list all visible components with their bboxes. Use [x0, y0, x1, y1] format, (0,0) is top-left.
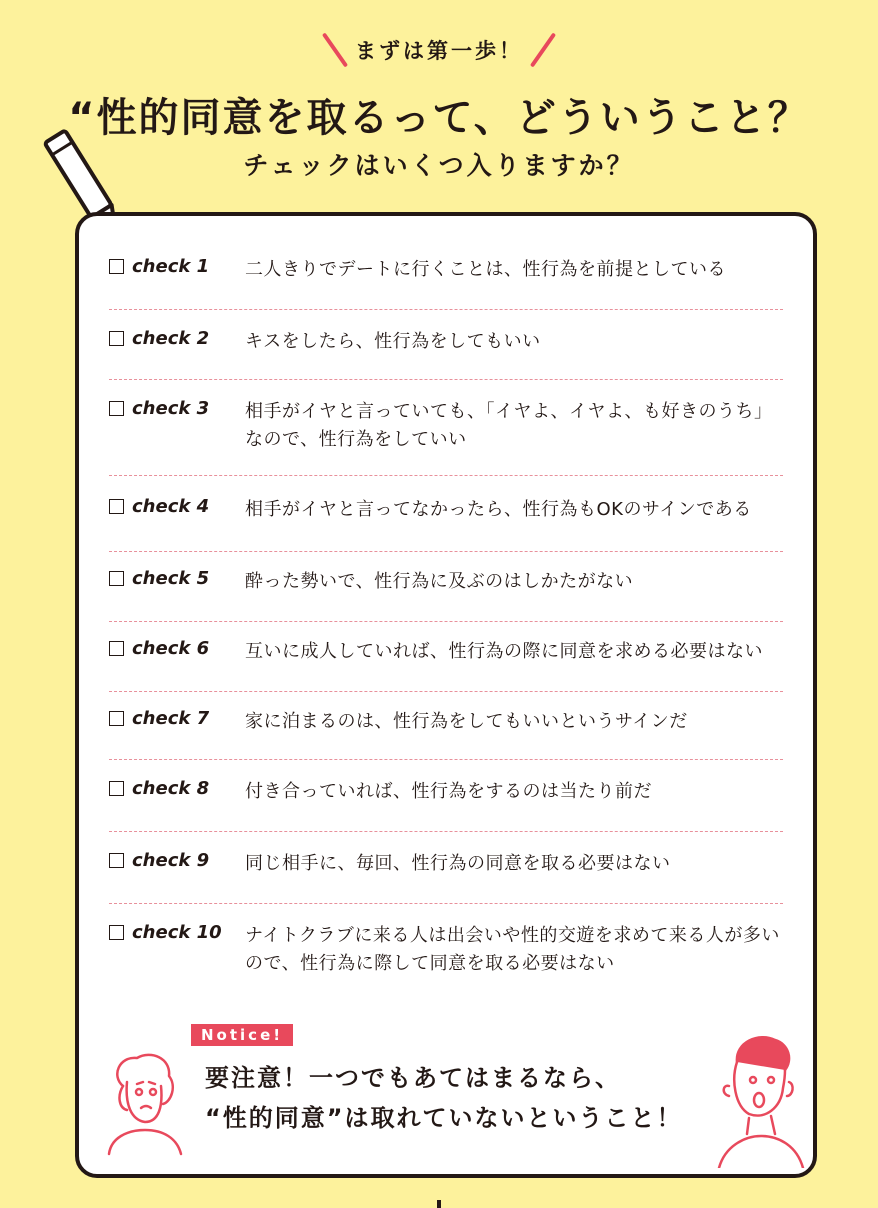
question-text: 同じ相手に、毎回、性行為の同意を取る必要はない	[245, 853, 671, 874]
checkbox-item[interactable]	[109, 778, 209, 799]
question-text: 二人きりでデートに行くことは、性行為を前提としている	[245, 259, 726, 280]
check-number: check 7	[132, 708, 210, 729]
bottom-divider-mark	[437, 1200, 441, 1208]
question-text: 相手がイヤと言ってなかったら、性行為もOKのサインである	[245, 499, 752, 520]
checkbox-square-icon[interactable]	[109, 259, 124, 274]
checklist-row	[109, 850, 783, 904]
checkbox-item[interactable]	[109, 708, 209, 729]
checklist-row	[109, 328, 783, 380]
question-text: 付き合っていれば、性行為をするのは当たり前だ	[245, 781, 652, 802]
checklist-row	[109, 398, 783, 476]
check-number: check 3	[132, 398, 210, 419]
checkbox-square-icon[interactable]	[109, 401, 124, 416]
question-text: キスをしたら、性行為をしてもいい	[245, 331, 541, 352]
accent-slash-left	[322, 32, 348, 67]
surprised-man-illustration	[709, 1028, 809, 1168]
question-text: 互いに成人していれば、性行為の際に同意を求める必要はない	[245, 641, 763, 662]
question-text: 家に泊まるのは、性行為をしてもいいというサインだ	[245, 711, 688, 732]
checkbox-square-icon[interactable]	[109, 641, 124, 656]
checkbox-item[interactable]	[109, 398, 209, 419]
check-number: check 2	[132, 328, 210, 349]
checkbox-item[interactable]	[109, 328, 209, 349]
question-text: ナイトクラブに来る人は出会いや性的交遊を求めて来る人が多いので、性行為に際して同意を取る必要はない	[245, 925, 780, 974]
page-title: “性的同意を取るって、どういうこと？	[68, 95, 810, 141]
check-number: check 8	[132, 778, 210, 799]
checkbox-square-icon[interactable]	[109, 925, 124, 940]
checkbox-square-icon[interactable]	[109, 499, 124, 514]
checklist-row	[109, 922, 783, 984]
question-text: 酔った勢いで、性行為に及ぶのはしかたがない	[245, 571, 634, 592]
checklist-row	[109, 496, 783, 552]
checkbox-square-icon[interactable]	[109, 571, 124, 586]
page-subtitle: チェックはいくつ入りますか？	[243, 151, 635, 180]
checkbox-square-icon[interactable]	[109, 711, 124, 726]
header-kicker-row	[0, 30, 878, 70]
check-number: check 1	[132, 256, 210, 277]
notice-line-2: “性的同意”は取れていないということ！	[205, 1104, 683, 1132]
checkbox-item[interactable]	[109, 496, 209, 517]
checkbox-square-icon[interactable]	[109, 853, 124, 868]
checklist-row	[109, 256, 783, 310]
worried-woman-illustration	[101, 1046, 191, 1156]
checkbox-item[interactable]	[109, 256, 209, 277]
check-number: check 5	[132, 568, 210, 589]
checkbox-item[interactable]	[109, 638, 209, 659]
check-number: check 10	[132, 922, 222, 943]
checkbox-square-icon[interactable]	[109, 781, 124, 796]
checklist-row	[109, 638, 783, 692]
notice-line-1: 要注意！一つでもあてはまるなら、	[205, 1064, 621, 1092]
checkbox-item[interactable]	[109, 922, 222, 943]
check-number: check 6	[132, 638, 210, 659]
accent-slash-right	[530, 32, 556, 67]
checklist-row	[109, 778, 783, 832]
checkbox-item[interactable]	[109, 850, 209, 871]
checkbox-square-icon[interactable]	[109, 331, 124, 346]
checklist-row	[109, 708, 783, 760]
checklist-row	[109, 568, 783, 622]
check-number: check 4	[132, 496, 210, 517]
notice-message	[205, 1058, 725, 1138]
notice-badge: Notice!	[191, 1024, 293, 1046]
question-text: 相手がイヤと言っていても、「イヤよ、イヤよ、も好きのうち」なので、性行為をしていい	[245, 401, 773, 450]
check-number: check 9	[132, 850, 210, 871]
checklist-card	[75, 212, 817, 1178]
kicker-text: まずは第一歩！	[355, 39, 523, 63]
checkbox-item[interactable]	[109, 568, 209, 589]
